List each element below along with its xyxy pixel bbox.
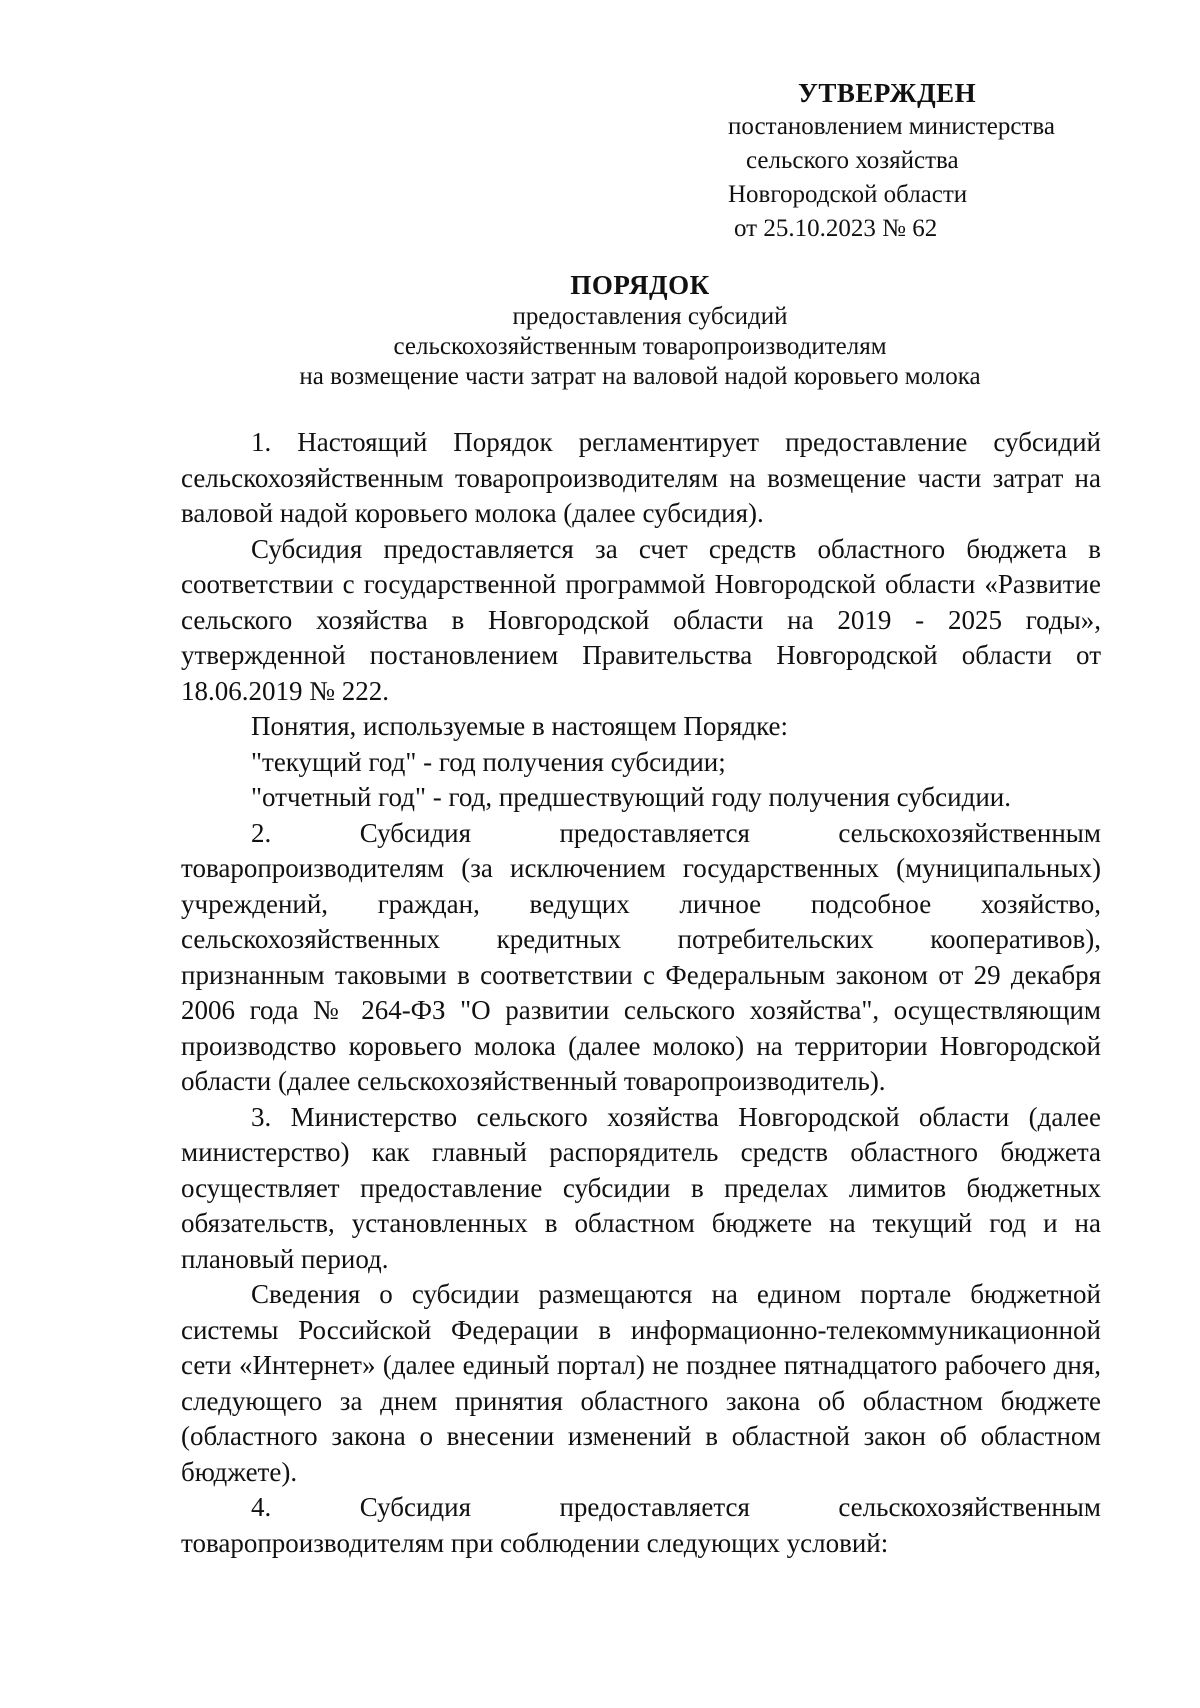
approval-line: постановлением министерства xyxy=(728,113,1055,140)
document-title-block xyxy=(180,268,1100,392)
paragraph-1: 1. Настоящий Порядок регламентирует предоставление субсидий сельскохозяйственным товаропроизводителям на возмещение части затрат на валовой надой коровьего молока (далее субсидия). xyxy=(181,427,1101,528)
paragraph-2: 2. Субсидия предоставляется сельскохозяйственным товаропроизводителям (за исключением государственных (муниципальных) учреждений, граждан, ведущих личное подсобное хозяйство, сельскохозяйственных кредитных потребительских кооперативов), признанным таковыми в соответствии с Федеральным законом от 29 декабря 2006 года № 264-ФЗ "О развитии сельского хозяйства", осуществляющим производство коровьего молока (далее молоко) на территории Новгородской области (далее сельскохозяйственный товаропроизводитель). xyxy=(181,817,1101,1096)
approval-date-number: от 25.10.2023 № 62 xyxy=(734,215,938,242)
paragraph-4: 4. Субсидия предоставляется сельскохозяйственным товаропроизводителям при соблюдении следующих условий: xyxy=(181,1492,1101,1558)
paragraph-portal: Сведения о субсидии размещаются на едином портале бюджетной системы Российской Федерации в информационно-телекоммуникационной сети «Интернет» (далее единый портал) не позднее пятнадцатого рабочего дня, следующего за днем принятия областного закона об областном бюджете (областного закона о внесении изменений в областной закон об областном бюджете). xyxy=(181,1279,1101,1487)
approval-line: сельского хозяйства xyxy=(746,147,959,174)
title-subline: предоставления субсидий xyxy=(512,303,788,330)
document-body xyxy=(181,425,1101,1561)
definition-current-year: "текущий год" - год получения субсидии; xyxy=(251,746,726,777)
approval-block xyxy=(728,76,1108,246)
document-title: ПОРЯДОК xyxy=(570,270,710,300)
title-subline: на возмещение части затрат на валовой надой коровьего молока xyxy=(299,363,981,390)
title-subline: сельскохозяйственным товаропроизводителям xyxy=(393,333,887,360)
paragraph-3: 3. Министерство сельского хозяйства Новгородской области (далее министерство) как главный распорядитель средств областного бюджета осуществляет предоставление субсидии в пределах лимитов бюджетных обязательств, установленных в областном бюджете на текущий год и на плановый период. xyxy=(181,1101,1101,1274)
approval-heading: УТВЕРЖДЕН xyxy=(798,78,977,108)
approval-line: Новгородской области xyxy=(728,181,968,208)
paragraph-funding: Субсидия предоставляется за счет средств областного бюджета в соответствии с государственной программой Новгородской области «Развитие сельского хозяйства в Новгородской области на 2019 - 2025 годы», утвержденной постановлением Правительства Новгородской области от 18.06.2019 № 222. xyxy=(181,533,1101,706)
definition-reporting-year: "отчетный год" - год, предшествующий году получения субсидии. xyxy=(251,782,1011,812)
paragraph-definitions-intro: Понятия, используемые в настоящем Порядке: xyxy=(251,711,788,741)
